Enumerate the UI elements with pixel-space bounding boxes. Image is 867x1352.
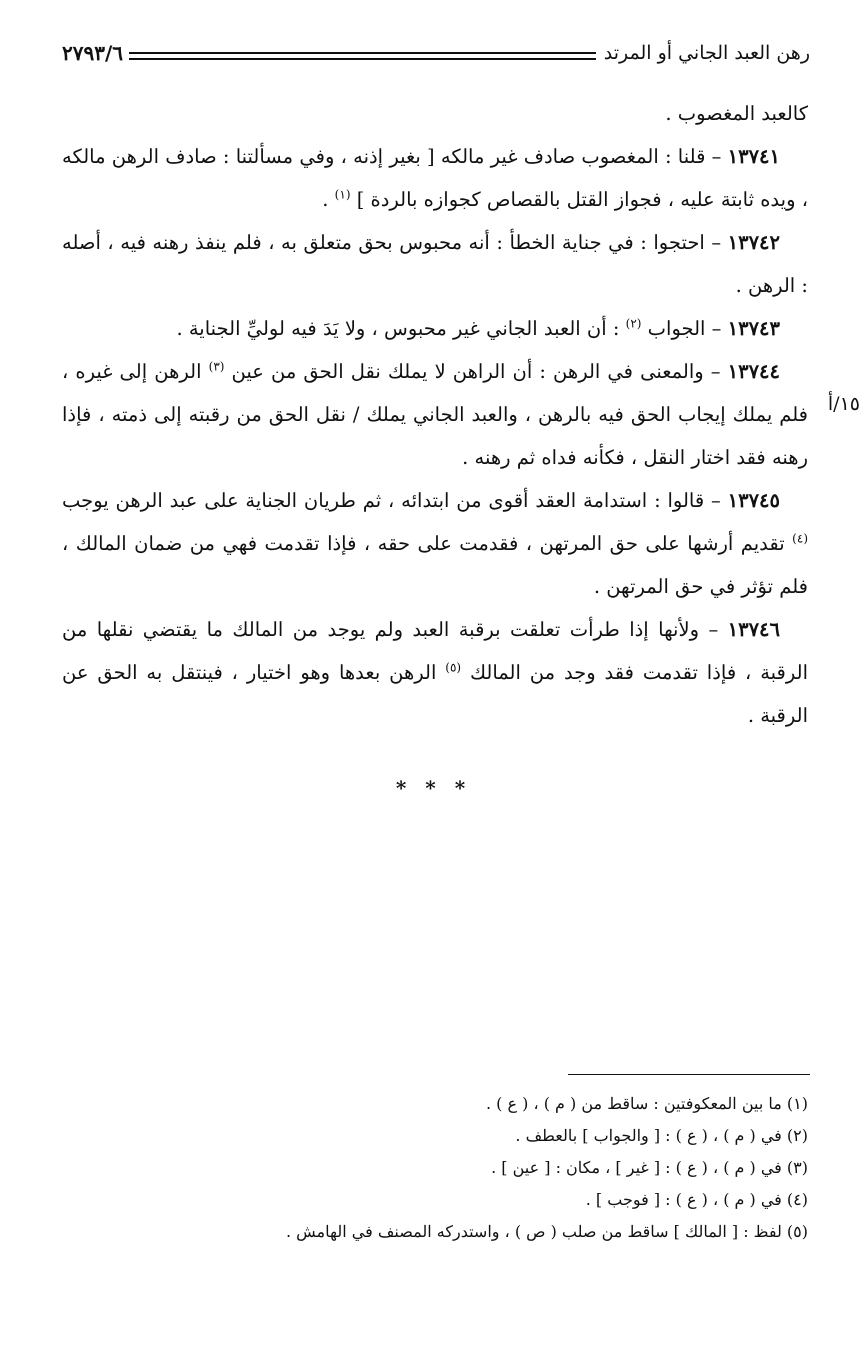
paragraph-text-end: الرهن إلى غيره ، فلم يملك إيجاب الحق فيه بالرهن ، والعبد الجاني يملك / نقل الحق من رقبته إلى ذمته ، فإذا رهنه فقد اختار النقل ، فكأنه فداه ثم رهنه . xyxy=(62,360,808,469)
paragraph-13742 xyxy=(62,221,808,307)
paragraph-13746 xyxy=(62,608,808,737)
paragraph-text: – احتجوا : في جناية الخطأ : أنه محبوس بحق متعلق به ، فلم ينفذ رهنه فيه ، أصله : الرهن . xyxy=(62,231,808,297)
paragraph-text-end: الرهن بعدها وهو اختيار ، فينتقل به الحق عن الرقبة . xyxy=(62,661,808,727)
footnote-rule xyxy=(568,1074,810,1075)
footnote-marker[interactable]: (١) xyxy=(334,187,351,202)
paragraph-text-end: تقديم أرشها على حق المرتهن ، فقدمت على حقه ، فإذا تقدمت فهي من ضمان المالك ، فلم تؤثر في حق المرتهن . xyxy=(62,532,808,598)
footnote-marker[interactable]: (٤) xyxy=(792,531,808,546)
paragraph-13743 xyxy=(62,307,808,350)
paragraph-text-end: : أن العبد الجاني غير محبوس ، ولا يَدَ فيه لوليِّ الجناية . xyxy=(176,317,626,340)
section-separator: * * * xyxy=(395,776,472,800)
footnote-marker[interactable]: (٥) xyxy=(445,660,462,675)
header-double-rule xyxy=(129,52,596,60)
page-number: ٢٧٩٣/٦ xyxy=(62,41,124,65)
running-header xyxy=(62,36,810,70)
footnote-5: (٥) لفظ : [ المالك ] ساقط من صلب ( ص ) ، واستدركه المصنف في الهامش . xyxy=(285,1222,808,1241)
footnote-2: (٢) في ( م ) ، ( ع ) : [ والجواب ] بالعطف . xyxy=(515,1126,808,1145)
paragraph-text: – الجواب xyxy=(641,317,728,340)
paragraph-text: – قالوا : استدامة العقد أقوى من ابتدائه ، ثم طريان الجناية على عبد الرهن يوجب xyxy=(62,489,728,512)
paragraph-13744 xyxy=(62,350,808,479)
paragraph-13741 xyxy=(62,135,808,221)
footnote-marker[interactable]: (٣) xyxy=(208,359,225,374)
paragraph-number: ١٣٧٤١ xyxy=(727,145,780,168)
paragraph-text: – والمعنى في الرهن : أن الراهن لا يملك نقل الحق من عين xyxy=(224,360,728,383)
footnote-1: (١) ما بين المعكوفتين : ساقط من ( م ) ، ( ع ) . xyxy=(486,1094,808,1113)
paragraph-number: ١٣٧٤٥ xyxy=(727,489,780,512)
footnote-4: (٤) في ( م ) ، ( ع ) : [ فوجب ] . xyxy=(585,1190,808,1209)
manuscript-folio-ref: ١٥/أ xyxy=(827,393,860,415)
paragraph-number: ١٣٧٤٢ xyxy=(727,231,780,254)
paragraph-number: ١٣٧٤٤ xyxy=(727,360,781,383)
intro-line: كالعبد المغصوب . xyxy=(665,102,808,125)
footnotes xyxy=(62,1088,808,1248)
paragraph-text-end: . xyxy=(322,188,335,211)
paragraph-text: – قلنا : المغصوب صادف غير مالكه [ بغير إذنه ، وفي مسألتنا : صادف الرهن مالكه ، ويده ثابتة عليه ، فجواز القتل بالقصاص كجوازه بالردة ] xyxy=(62,145,808,211)
paragraph-text: – ولأنها إذا طرأت تعلقت برقبة العبد ولم يوجد من المالك ما يقتضي نقلها من الرقبة ، فإذا تقدمت فقد وجد من المالك xyxy=(62,618,808,684)
paragraph-number: ١٣٧٤٦ xyxy=(727,618,780,641)
paragraph-13745 xyxy=(62,479,808,608)
running-header-title: رهن العبد الجاني أو المرتد xyxy=(603,42,810,64)
footnote-marker[interactable]: (٢) xyxy=(625,316,642,331)
main-text xyxy=(62,92,808,737)
paragraph-number: ١٣٧٤٣ xyxy=(727,317,780,340)
footnote-3: (٣) في ( م ) ، ( ع ) : [ غير ] ، مكان : [ عين ] . xyxy=(491,1158,808,1177)
